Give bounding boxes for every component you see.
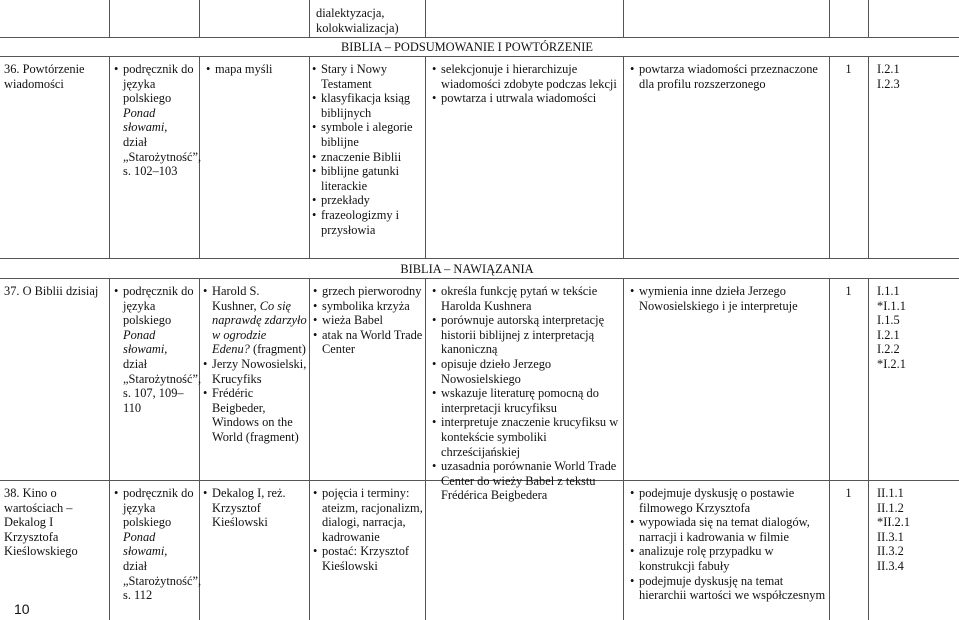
column-border [309, 278, 310, 620]
skill-item: • wskazuje literaturę pomocną do interpretacji krucyfiksu [432, 386, 622, 415]
skill-item: • powtarza wiadomości przeznaczone dla profilu rozszerzonego [630, 62, 826, 91]
extended-skills-cell [630, 62, 826, 91]
code: *I.1.1 [877, 298, 906, 313]
concept-item: • grzech pierworodny [313, 284, 423, 299]
column-border [829, 278, 830, 620]
concept-item: • atak na World Trade Center [313, 328, 423, 357]
concept-item: • klasyfikacja ksiąg biblijnych [312, 91, 420, 120]
code: I.2.2 [877, 342, 900, 357]
table-border [0, 37, 959, 38]
skill-item: • porównuje autorską interpretację historii biblijnej z interpretacją kanoniczną [432, 313, 622, 357]
fragment-line: dialektyzacja, [316, 6, 385, 20]
source-cell [114, 62, 202, 179]
skill-item: • opisuje dzieło Jerzego Nowosielskiego [432, 357, 622, 386]
code: I.2.1 [877, 62, 900, 76]
page-number: 10 [14, 601, 30, 617]
texts-cell [203, 486, 307, 530]
column-border [425, 0, 426, 37]
concept-item: • wieża Babel [313, 313, 423, 328]
curriculum-codes [877, 284, 957, 372]
skill-item: • uzasadnia porównanie World Trade Center do wieży Babel z tekstu Frédérica Beigbedera [432, 459, 622, 503]
column-border [623, 56, 624, 258]
code: II.3.2 [877, 544, 904, 559]
hours-count: 1 [845, 486, 852, 500]
text-item: • Dekalog I, reż. Krzysztof Kieślowski [203, 486, 307, 530]
skill-item: • analizuje rolę przypadku w konstrukcji fabuły [630, 544, 826, 573]
source-item: • podręcznik do języka polskiego Ponad słowami, dział „Starożytność”, s. 107, 109–110 [114, 284, 198, 415]
code: II.3.4 [877, 558, 904, 573]
column-border [425, 56, 426, 258]
concept-item: • biblijne gatunki literackie [312, 164, 420, 193]
concept-item: • symbolika krzyża [313, 299, 423, 314]
texts-cell [203, 284, 307, 445]
code: II.1.1 [877, 486, 904, 500]
code: I.1.1 [877, 284, 900, 298]
section-title-references: BIBLIA – NAWIĄZANIA [400, 262, 534, 276]
code: *I.2.1 [877, 356, 906, 371]
text-item: • Frédéric Beigbeder, Windows on the World (fragment) [203, 386, 307, 444]
column-border [868, 0, 869, 37]
concepts-cell [313, 284, 423, 357]
column-border [623, 278, 624, 620]
column-border [829, 56, 830, 258]
concept-item: • znaczenie Biblii [312, 150, 420, 165]
texts-cell [206, 62, 308, 77]
previous-row-fragment [316, 6, 426, 35]
skill-item: • podejmuje dyskusję na temat hierarchii wartości we współczesnym [630, 574, 826, 603]
skill-item: • podejmuje dyskusję o postawie filmowego Krzysztofa [630, 486, 826, 515]
column-border [199, 0, 200, 37]
concept-item: • symbole i alegorie biblijne [312, 120, 420, 149]
concept-item: • frazeologizmy i przysłowia [312, 208, 420, 237]
curriculum-codes [877, 486, 957, 574]
lesson-title: 37. O Biblii dzisiaj [4, 284, 99, 298]
basic-skills-cell [432, 284, 622, 503]
source-item: • podręcznik do języka polskiego Ponad słowami, dział „Starożytność”, s. 112 [114, 486, 198, 603]
source-item: • podręcznik do języka polskiego Ponad słowami, dział „Starożytność”, s. 102–103 [114, 62, 198, 179]
table-border [0, 258, 959, 259]
concepts-cell [312, 62, 420, 237]
lesson-title: 38. Kino o wartościach – Dekalog I Krzysztofa Kieślowskiego [4, 486, 78, 559]
text-item: • mapa myśli [206, 62, 308, 77]
code: II.3.1 [877, 529, 904, 544]
code: I.1.5 [877, 313, 900, 328]
concept-item: • pojęcia i terminy: ateizm, racjonalizm, dialogi, narracja, kadrowanie [313, 486, 423, 544]
code: I.2.3 [877, 76, 900, 91]
hours-count: 1 [845, 284, 852, 298]
concept-item: • przekłady [312, 193, 420, 208]
concept-item: • Stary i Nowy Testament [312, 62, 420, 91]
skill-item: • interpretuje znaczenie krucyfiksu w kontekście symboliki chrześcijańskiej [432, 415, 622, 459]
code: II.1.2 [877, 500, 904, 515]
concepts-cell [313, 486, 423, 574]
skill-item: • selekcjonuje i hierarchizuje wiadomości zdobyte podczas lekcji [432, 62, 620, 91]
extended-skills-cell [630, 486, 826, 603]
table-border [0, 56, 959, 57]
column-border [109, 56, 110, 258]
source-cell [114, 284, 202, 415]
section-title-summary: BIBLIA – PODSUMOWANIE I POWTÓRZENIE [341, 40, 593, 54]
column-border [623, 0, 624, 37]
column-border [309, 56, 310, 258]
column-border [829, 0, 830, 37]
source-cell [114, 486, 202, 603]
column-border [199, 278, 200, 620]
skill-item: • określa funkcję pytań w tekście Harolda Kushnera [432, 284, 622, 313]
column-border [868, 278, 869, 620]
basic-skills-cell [432, 62, 620, 106]
code: I.2.1 [877, 327, 900, 342]
column-border [109, 0, 110, 37]
code: *II.2.1 [877, 515, 911, 530]
text-item: • Harold S. Kushner, Co się naprawdę zdarzyło w ogrodzie Edenu? (fragment) [203, 284, 307, 357]
skill-item: • wymienia inne dzieła Jerzego Nowosielskiego i je interpretuje [630, 284, 826, 313]
skill-item: • powtarza i utrwala wiadomości [432, 91, 620, 106]
fragment-line: kolokwializacja) [316, 20, 399, 35]
concept-item: • postać: Krzysztof Kieślowski [313, 544, 423, 573]
curriculum-codes [877, 62, 957, 91]
column-border [868, 56, 869, 258]
column-border [425, 278, 426, 620]
column-border [109, 278, 110, 620]
text-item: • Jerzy Nowosielski, Krucyfiks [203, 357, 307, 386]
skill-item: • wypowiada się na temat dialogów, narracji i kadrowania w filmie [630, 515, 826, 544]
extended-skills-cell [630, 284, 826, 313]
lesson-title: 36. Powtórzenie wiadomości [4, 62, 85, 91]
table-border [0, 278, 959, 279]
hours-count: 1 [845, 62, 852, 76]
column-border [309, 0, 310, 37]
